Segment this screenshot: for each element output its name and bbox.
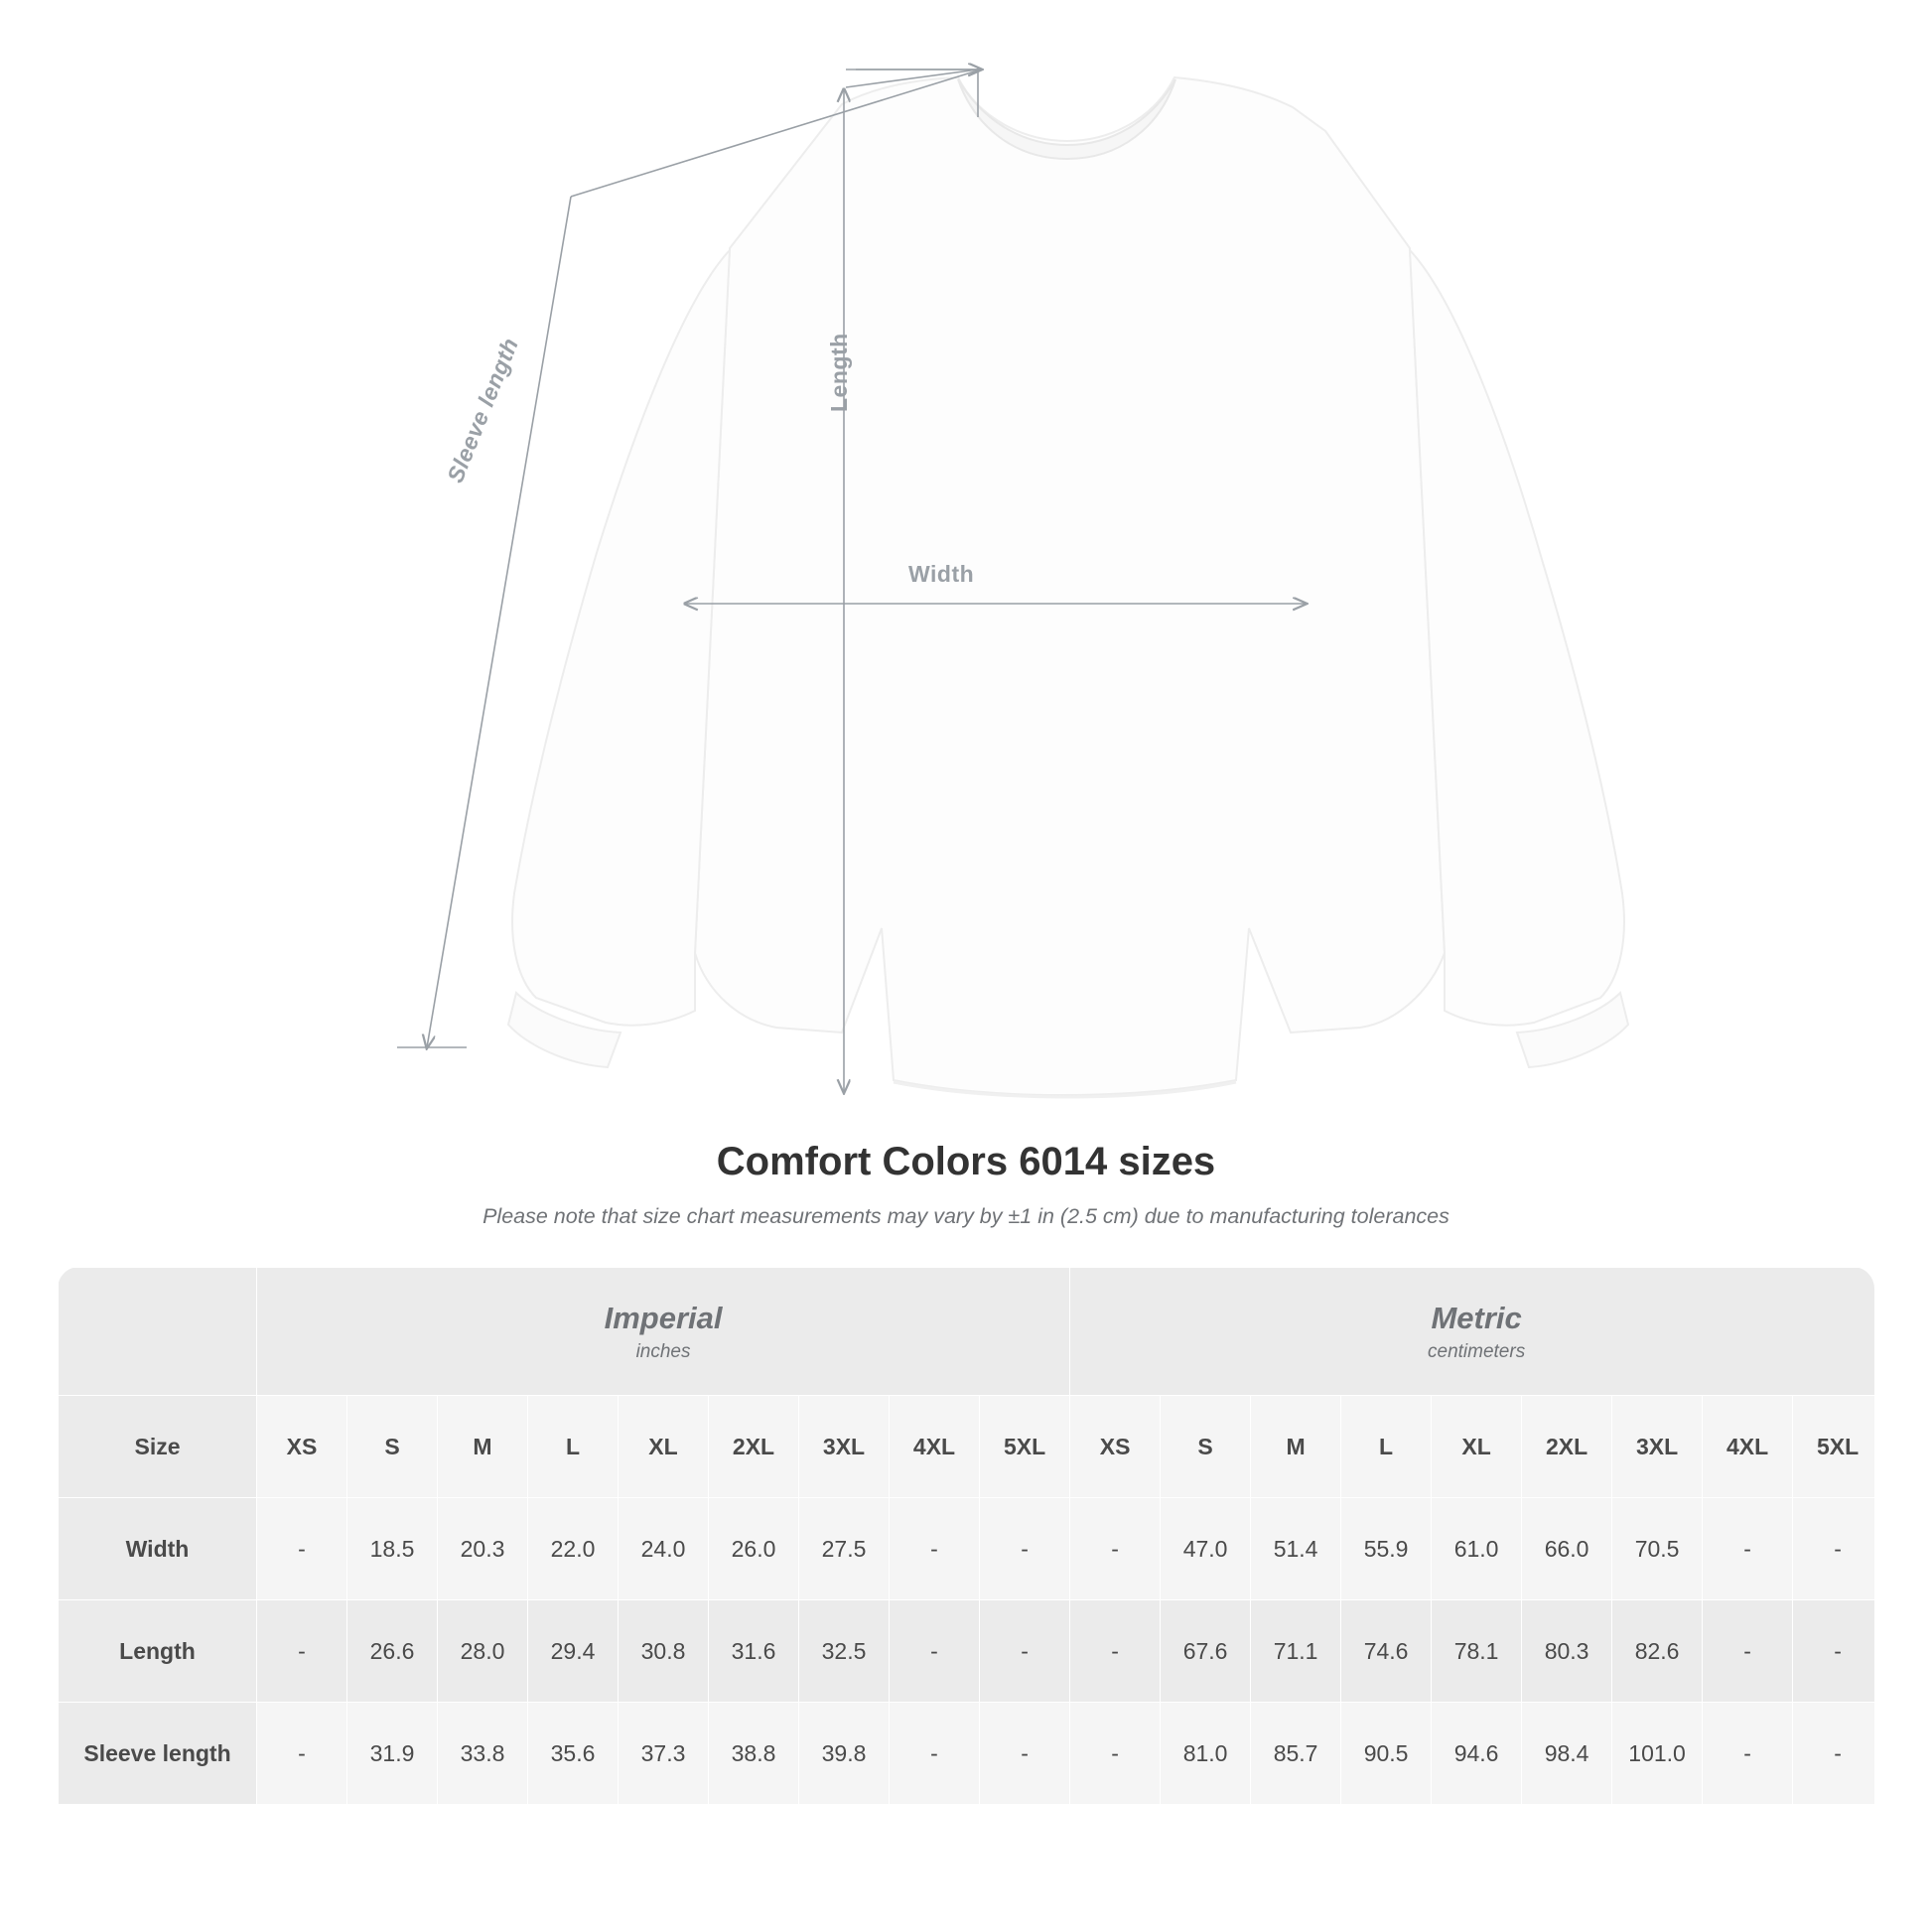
unit-sub-metric: centimeters — [1428, 1341, 1526, 1363]
size-header-imperial-m: M — [438, 1396, 528, 1498]
cell-width-imperial-xl: 24.0 — [619, 1498, 709, 1600]
cell-width-metric-l: 55.9 — [1341, 1498, 1432, 1600]
cell-width-imperial-xs: - — [257, 1498, 347, 1600]
cell-length-metric-m: 71.1 — [1251, 1600, 1341, 1703]
size-header-label: Size — [59, 1396, 257, 1498]
cell-width-metric-xs: - — [1070, 1498, 1161, 1600]
size-header-row — [59, 1396, 1875, 1498]
cell-length-metric-5xl: - — [1793, 1600, 1874, 1703]
cell-width-imperial-m: 20.3 — [438, 1498, 528, 1600]
cell-length-metric-xs: - — [1070, 1600, 1161, 1703]
cell-width-metric-4xl: - — [1703, 1498, 1793, 1600]
cell-sleeve-imperial-xs: - — [257, 1703, 347, 1805]
size-header-imperial-2xl: 2XL — [709, 1396, 799, 1498]
cell-length-imperial-2xl: 31.6 — [709, 1600, 799, 1703]
size-header-metric-xs: XS — [1070, 1396, 1161, 1498]
width-label: Width — [908, 561, 975, 587]
cell-width-imperial-l: 22.0 — [528, 1498, 619, 1600]
unit-header-metric — [1070, 1268, 1874, 1396]
size-table-wrapper — [58, 1267, 1874, 1805]
cell-sleeve-metric-2xl: 98.4 — [1522, 1703, 1612, 1805]
size-header-imperial-5xl: 5XL — [980, 1396, 1070, 1498]
cell-length-imperial-4xl: - — [890, 1600, 980, 1703]
cell-sleeve-metric-5xl: - — [1793, 1703, 1874, 1805]
page-title: Comfort Colors 6014 sizes — [716, 1140, 1216, 1183]
cell-length-metric-3xl: 82.6 — [1612, 1600, 1703, 1703]
sleeve-length-label: Sleeve length — [442, 334, 524, 486]
table-corner-cell — [59, 1268, 257, 1396]
cell-width-metric-m: 51.4 — [1251, 1498, 1341, 1600]
cell-sleeve-imperial-m: 33.8 — [438, 1703, 528, 1805]
cell-width-metric-xl: 61.0 — [1432, 1498, 1522, 1600]
cell-length-imperial-5xl: - — [980, 1600, 1070, 1703]
cell-sleeve-imperial-s: 31.9 — [347, 1703, 438, 1805]
row-label-sleeve-length: Sleeve length — [59, 1703, 257, 1805]
cell-sleeve-imperial-xl: 37.3 — [619, 1703, 709, 1805]
unit-header-imperial — [257, 1268, 1070, 1396]
page-subtitle: Please note that size chart measurements may vary by ±1 in (2.5 cm) due to manufacturing tolerances — [483, 1204, 1449, 1228]
cell-length-imperial-l: 29.4 — [528, 1600, 619, 1703]
cell-length-metric-xl: 78.1 — [1432, 1600, 1522, 1703]
cell-length-metric-l: 74.6 — [1341, 1600, 1432, 1703]
unit-name-imperial: Imperial — [604, 1300, 723, 1335]
cell-sleeve-metric-4xl: - — [1703, 1703, 1793, 1805]
cell-sleeve-imperial-2xl: 38.8 — [709, 1703, 799, 1805]
size-header-imperial-l: L — [528, 1396, 619, 1498]
cell-sleeve-metric-l: 90.5 — [1341, 1703, 1432, 1805]
cell-length-imperial-s: 26.6 — [347, 1600, 438, 1703]
cell-width-metric-5xl: - — [1793, 1498, 1874, 1600]
size-header-metric-m: M — [1251, 1396, 1341, 1498]
table-row — [59, 1703, 1875, 1805]
size-header-metric-5xl: 5XL — [1793, 1396, 1874, 1498]
cell-sleeve-metric-s: 81.0 — [1161, 1703, 1251, 1805]
tshirt-shape — [508, 77, 1628, 1097]
cell-length-metric-2xl: 80.3 — [1522, 1600, 1612, 1703]
cell-sleeve-imperial-3xl: 39.8 — [799, 1703, 890, 1805]
cell-width-imperial-4xl: - — [890, 1498, 980, 1600]
unit-name-metric: Metric — [1431, 1300, 1522, 1335]
unit-header-row — [59, 1268, 1875, 1396]
cell-length-imperial-xl: 30.8 — [619, 1600, 709, 1703]
table-row — [59, 1600, 1875, 1703]
size-header-imperial-3xl: 3XL — [799, 1396, 890, 1498]
cell-sleeve-metric-xs: - — [1070, 1703, 1161, 1805]
cell-width-imperial-5xl: - — [980, 1498, 1070, 1600]
cell-sleeve-imperial-4xl: - — [890, 1703, 980, 1805]
cell-length-metric-s: 67.6 — [1161, 1600, 1251, 1703]
cell-sleeve-metric-m: 85.7 — [1251, 1703, 1341, 1805]
cell-length-imperial-xs: - — [257, 1600, 347, 1703]
length-label: Length — [826, 333, 852, 412]
row-label-width: Width — [59, 1498, 257, 1600]
cell-sleeve-imperial-l: 35.6 — [528, 1703, 619, 1805]
size-header-imperial-xs: XS — [257, 1396, 347, 1498]
size-header-imperial-xl: XL — [619, 1396, 709, 1498]
size-header-metric-4xl: 4XL — [1703, 1396, 1793, 1498]
cell-width-metric-2xl: 66.0 — [1522, 1498, 1612, 1600]
size-header-metric-l: L — [1341, 1396, 1432, 1498]
cell-width-imperial-3xl: 27.5 — [799, 1498, 890, 1600]
row-label-length: Length — [59, 1600, 257, 1703]
cell-sleeve-metric-3xl: 101.0 — [1612, 1703, 1703, 1805]
cell-width-metric-s: 47.0 — [1161, 1498, 1251, 1600]
cell-width-imperial-2xl: 26.0 — [709, 1498, 799, 1600]
size-header-metric-xl: XL — [1432, 1396, 1522, 1498]
size-header-metric-3xl: 3XL — [1612, 1396, 1703, 1498]
size-table — [58, 1267, 1874, 1805]
size-header-imperial-s: S — [347, 1396, 438, 1498]
cell-sleeve-imperial-5xl: - — [980, 1703, 1070, 1805]
unit-sub-imperial: inches — [635, 1341, 691, 1363]
size-header-metric-2xl: 2XL — [1522, 1396, 1612, 1498]
cell-width-metric-3xl: 70.5 — [1612, 1498, 1703, 1600]
table-row — [59, 1498, 1875, 1600]
cell-length-imperial-3xl: 32.5 — [799, 1600, 890, 1703]
cell-sleeve-metric-xl: 94.6 — [1432, 1703, 1522, 1805]
size-header-imperial-4xl: 4XL — [890, 1396, 980, 1498]
size-header-metric-s: S — [1161, 1396, 1251, 1498]
cell-length-imperial-m: 28.0 — [438, 1600, 528, 1703]
cell-length-metric-4xl: - — [1703, 1600, 1793, 1703]
cell-width-imperial-s: 18.5 — [347, 1498, 438, 1600]
